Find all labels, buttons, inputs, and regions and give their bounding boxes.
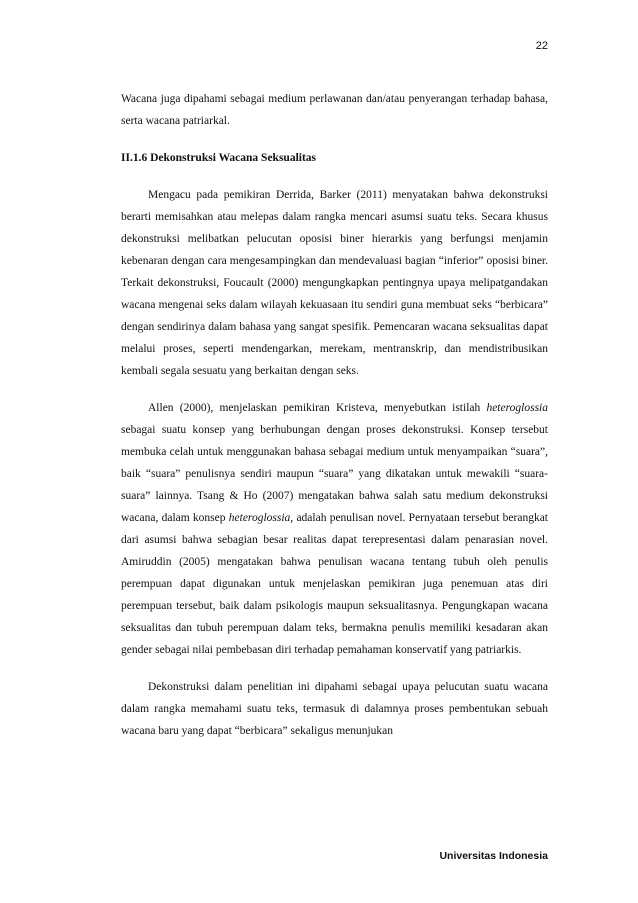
paragraph-kristeva [121,397,548,661]
paragraph-text: Allen (2000), menjelaskan pemikiran Kristeva, menyebutkan istilah [148,402,481,414]
paragraph-derrida: Mengacu pada pemikiran Derrida, Barker (2011) menyatakan bahwa dekonstruksi berarti memisahkan atau melepas dalam rangka mencari asumsi suatu teks. Secara khusus dekonstruksi melibatkan pelucutan oposisi biner hierarkis yang berfungsi menjamin kebenaran dengan cara mengesampingkan dan mendevaluasi bagian “inferior” oposisi biner. Terkait dekonstruksi, Foucault (2000) mengungkapkan pentingnya upaya melipatgandakan wacana mengenai seks dalam wilayah kekuasaan itu sendiri guna membuat seks “berbicara” dengan sendirinya dalam bahasa yang sangat spesifik. Pemencaran wacana seksualitas dapat melalui proses, seperti mendengarkan, merekam, mentranskrip, dan mendistribusikan kembali segala sesuatu yang berkaitan dengan seks. [121,189,548,377]
italic-term: heteroglossia, [228,512,294,524]
section-heading: II.1.6 Dekonstruksi Wacana Seksualitas [121,152,317,164]
paragraph-text: adalah penulisan novel. Pernyataan tersebut berangkat dari asumsi bahwa sebagian besar realitas dapat terepresentasi dalam penarasian novel. Amiruddin (2005) mengatakan bahwa penulisan wacana tentang tubuh oleh penulis perempuan dapat digunakan untuk menjelaskan pemikiran juga penemuan atas diri perempuan tersebut, baik dalam psikologis maupun seksualitasnya. Pengungkapan wacana seksualitas dan tubuh perempuan dalam teks, bermakna penulis memiliki kesadaran akan gender sebagai nilai pembebasan diri terhadap pemahaman konservatif yang patriarkis. [121,512,548,656]
page-body [121,88,548,742]
paragraph-dekonstruksi: Dekonstruksi dalam penelitian ini dipahami sebagai upaya pelucutan suatu wacana dalam rangka memahami suatu teks, termasuk di dalamnya proses pembentukan sebuah wacana baru yang dapat “berbicara” sekaligus menunjukan [121,681,548,737]
spacer [121,169,548,184]
paragraph-text: sebagai suatu konsep yang berhubungan dengan proses dekonstruksi. Konsep tersebut membuka celah untuk menggunakan bahasa sebagai medium untuk menyampaikan “suara”, baik “suara” penulisnya sendiri maupun “suara” yang dikatakan untuk mewakili “suara-suara” lainnya. Tsang & Ho (2007) mengatakan bahwa salah satu medium dekonstruksi wacana, dalam konsep [121,424,548,524]
spacer [121,132,548,147]
page-number: 22 [535,40,548,52]
footer-institution: Universitas Indonesia [439,850,548,862]
spacer [121,382,548,397]
spacer [121,661,548,676]
intro-paragraph: Wacana juga dipahami sebagai medium perlawanan dan/atau penyerangan terhadap bahasa, serta wacana patriarkal. [121,93,548,127]
italic-term: heteroglossia [486,402,548,414]
